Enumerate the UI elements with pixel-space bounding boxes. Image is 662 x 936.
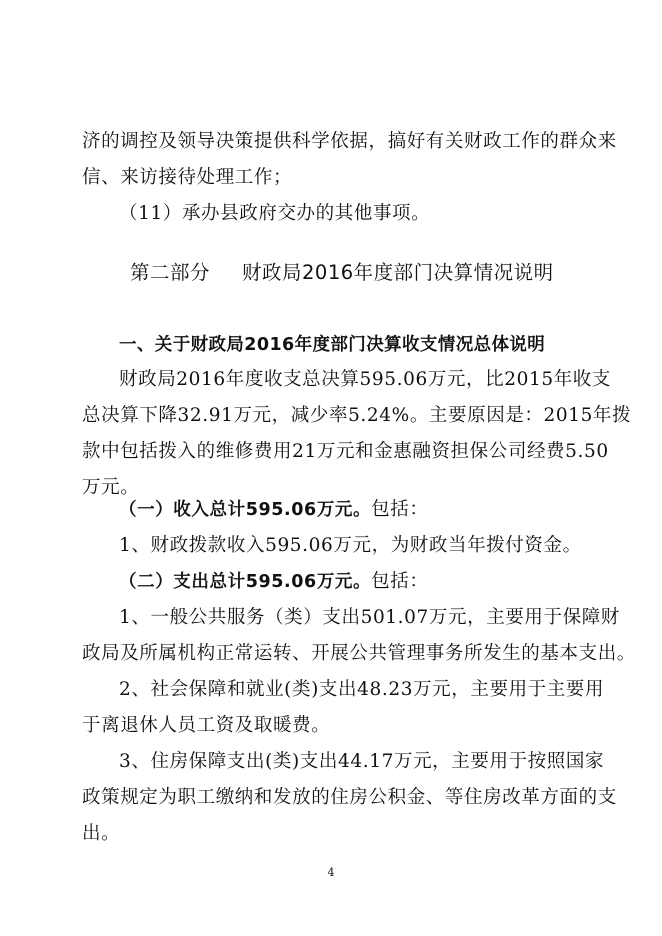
summary-line: 万元。 [82,477,140,498]
expense-suffix: 包括： [371,571,429,592]
body-line: 信、来访接待处理工作； [82,167,293,188]
page-number: 4 [327,866,335,879]
expense-item: 2、社会保障和就业(类)支出48.23万元，主要用于主要用 [119,679,605,700]
summary-line: 款中包括拨入的维修费用21万元和金惠融资担保公司经费5.50 [82,441,609,462]
income-heading: （一）收入总计595.06万元。 [119,500,372,520]
expense-heading-line [119,567,592,597]
expense-item: 政局及所属机构正常运转、开展公共管理事务所发生的基本支出。 [82,643,636,664]
expense-item: 政策规定为职工缴纳和发放的住房公积金、等住房改革方面的支 [82,787,617,808]
summary-line: 总决算下降32.91万元，减少率5.24%。主要原因是：2015年拨 [82,405,632,426]
expense-item: 3、住房保障支出(类)支出44.17万元，主要用于按照国家 [119,751,605,772]
expense-item: 于离退休人员工资及取暖费。 [82,715,331,736]
summary-line: 财政局2016年度收支总决算595.06万元，比2015年收支 [119,369,611,390]
section-part-label: 第二部分 [130,261,211,284]
expense-item: 出。 [82,823,121,844]
expense-heading: （二）支出总计595.06万元。 [119,572,372,592]
income-suffix: 包括： [371,499,429,520]
income-item: 1、财政拨款收入595.06万元，为财政当年拨付资金。 [119,535,582,556]
income-heading-line [119,495,592,525]
section-title: 财政局2016年度部门决算情况说明 [242,261,554,284]
expense-item: 1、一般公共服务（类）支出501.07万元，主要用于保障财 [119,607,620,628]
subheading: 一、关于财政局2016年度部门决算收支情况总体说明 [119,335,546,355]
body-line: 济的调控及领导决策提供科学依据，搞好有关财政工作的群众来 [82,131,617,152]
body-line: （11）承办县政府交办的其他事项。 [119,203,431,224]
section-heading [130,258,554,288]
